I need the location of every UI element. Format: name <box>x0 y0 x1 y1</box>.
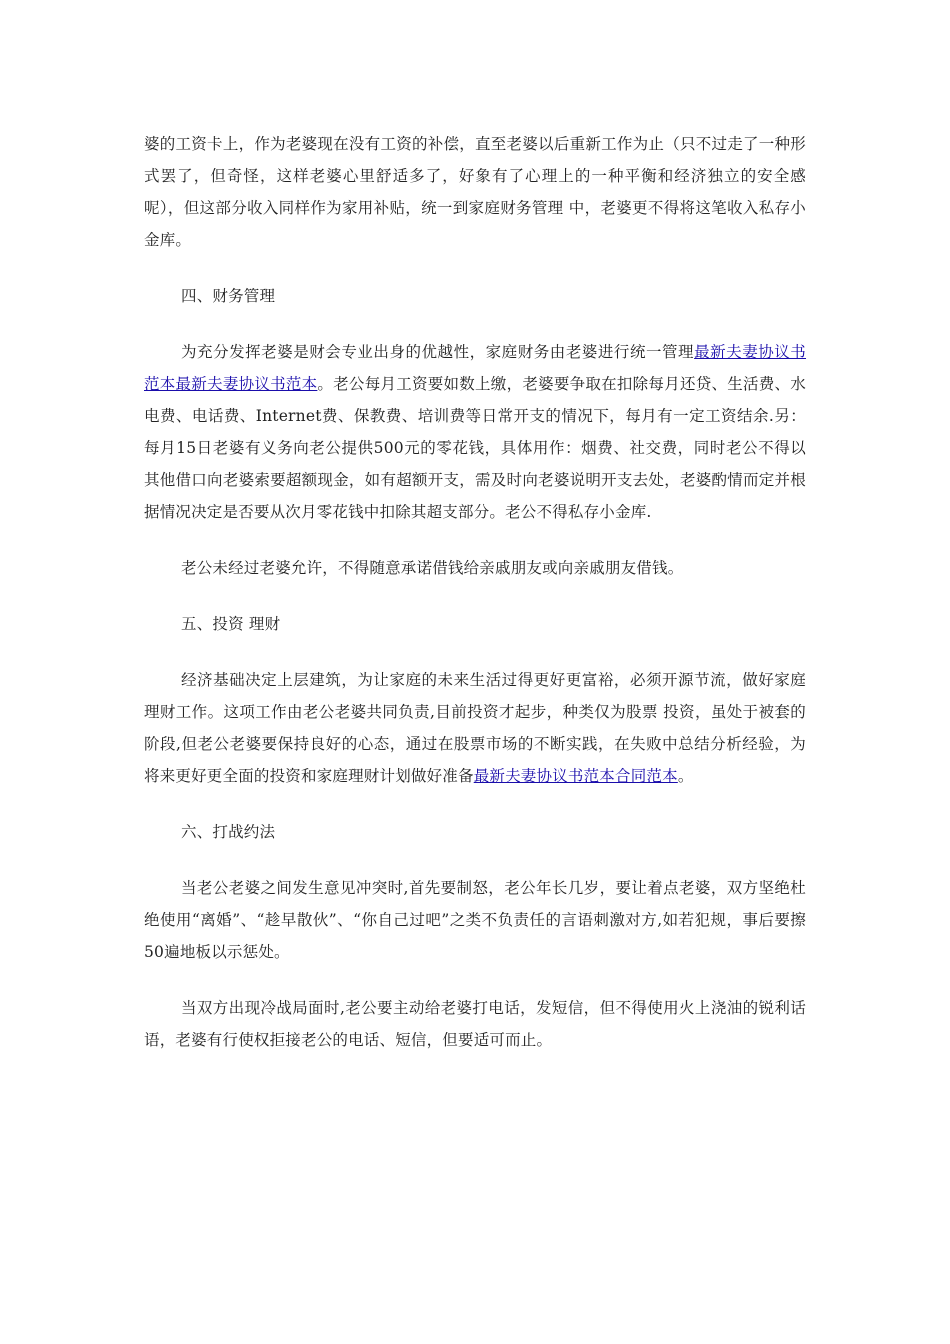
paragraph-cold-war: 当双方出现冷战局面时,老公要主动给老婆打电话，发短信，但不得使用火上浇油的锐利话语，老婆有行使权拒接老公的电话、短信，但要适可而止。 <box>144 999 806 1049</box>
paragraph-text: 经济基础决定上层建筑，为让家庭的未来生活过得更好更富裕，必须开源节流，做好家庭理财工作。这项工作由老公老婆共同负责,目前投资才起步，种类仅为股票 投资，虽处于被套的阶段,但老公老婆要保持良好的心态，通过在股票市场的不断实践，在失败中总结分析经验，为将来更好更全面的投资和家庭理财计划做好准备 <box>144 671 806 785</box>
agreement-template-link[interactable]: 最新夫妻协议书范本最新夫妻协议书范本 <box>144 343 806 393</box>
paragraph-text: 为充分发挥老婆是财会专业出身的优越性，家庭财务由老婆进行统一管理 <box>181 343 695 361</box>
paragraph-conflict: 当老公老婆之间发生意见冲突时,首先要制怒，老公年长几岁，要让着点老婆，双方坚绝杜绝使用“离婚”、“趁早散伙”、“你自己过吧”之类不负责任的言语刺激对方,如若犯规，事后要擦50遍地板以示惩处。 <box>144 879 806 961</box>
contract-template-link[interactable]: 最新夫妻协议书范本合同范本 <box>473 767 678 785</box>
heading-financial-management: 四、财务管理 <box>181 287 276 305</box>
paragraph-investment <box>144 664 806 792</box>
heading-quarrel-rules: 六、打战约法 <box>181 823 276 841</box>
paragraph-text: 。老公每月工资要如数上缴，老婆要争取在扣除每月还贷、生活费、水电费、电话费、Internet费、保教费、培训费等日常开支的情况下，每月有一定工资结余.另：每月15日老婆有义务向老公提供500元的零花钱，具体用作：烟费、社交费，同时老公不得以其他借口向老婆索要超额现金，如有超额开支，需及时向老婆说明开支去处，老婆酌情而定并根据情况决定是否要从次月零花钱中扣除其超支部分。老公不得私存小金库. <box>144 375 807 521</box>
paragraph-text: 。 <box>677 767 694 785</box>
paragraph-financial-management <box>144 336 806 528</box>
paragraph-salary-card: 婆的工资卡上，作为老婆现在没有工资的补偿，直至老婆以后重新工作为止（只不过走了一种形式罢了，但奇怪，这样老婆心里舒适多了，好象有了心理上的一种平衡和经济独立的安全感呢），但这部分收入同样作为家用补贴，统一到家庭财务管理 中，老婆更不得将这笔收入私存小金库。 <box>144 135 806 249</box>
paragraph-borrowing-rule: 老公未经过老婆允许，不得随意承诺借钱给亲戚朋友或向亲戚朋友借钱。 <box>181 559 684 577</box>
document-page <box>144 128 806 1056</box>
heading-investment: 五、投资 理财 <box>181 615 281 633</box>
